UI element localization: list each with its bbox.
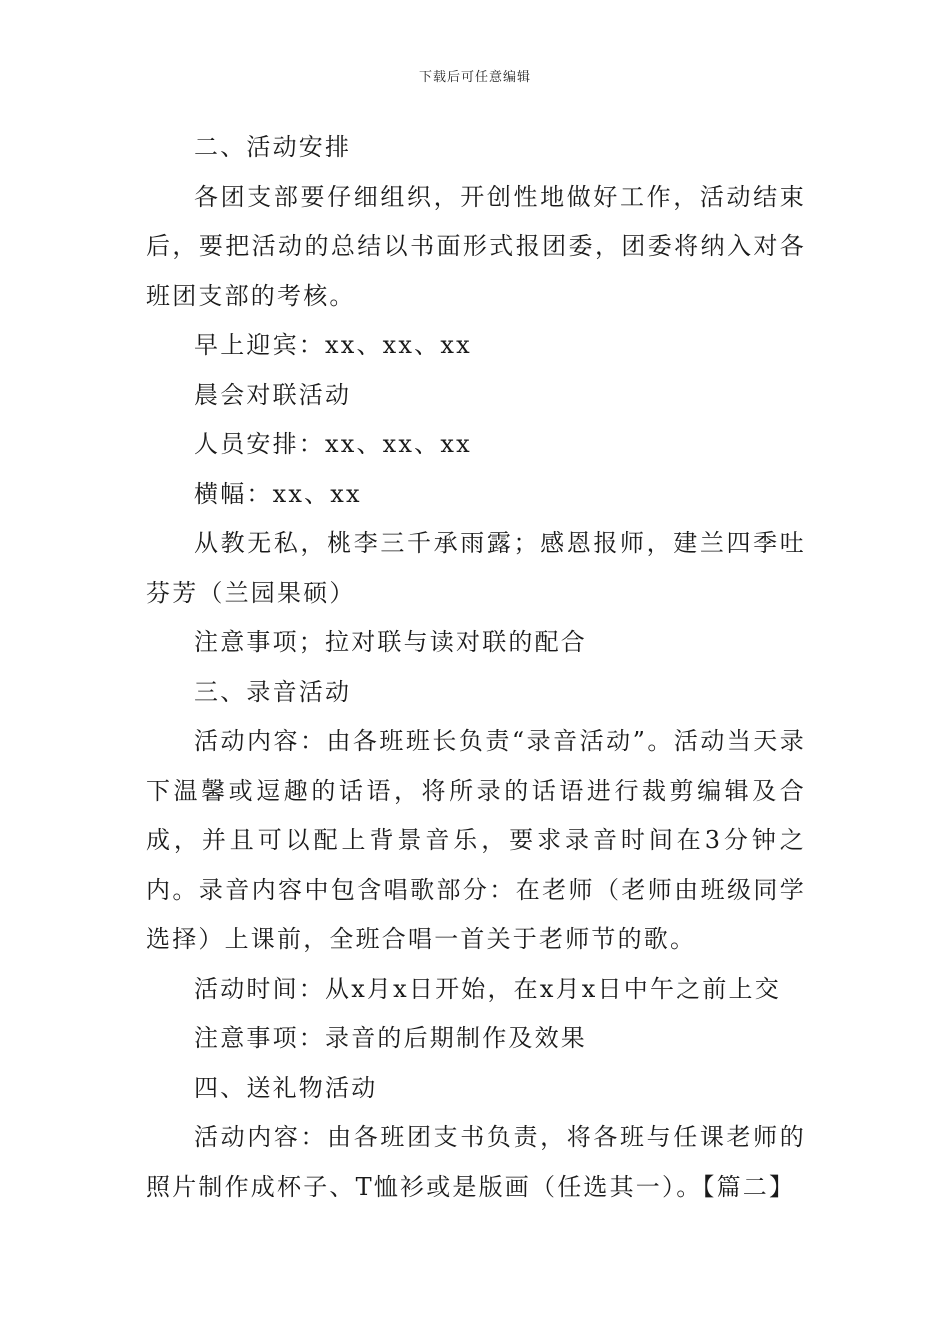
section-heading-recording: 三、录音活动 [194, 677, 352, 706]
paragraph-organization: 各团支部要仔细组织，开创性地做好工作，活动结束后，要把活动的总结以书面形式报团委，团委将纳入对各班团支部的考核。 [146, 182, 806, 310]
paragraph-couplet-activity: 晨会对联活动 [194, 380, 352, 409]
page-header: 下载后可任意编辑 [418, 70, 531, 85]
paragraph-gifts-content: 活动内容：由各班团支书负责，将各班与任课老师的照片制作成杯子、T恤衫或是版画（任选其一）。【篇二】 [146, 1123, 806, 1201]
paragraph-recording-notes: 注意事项：录音的后期制作及效果 [194, 1024, 587, 1052]
paragraph-recording-time: 活动时间：从x月x日开始，在x月x日中午之前上交 [194, 974, 781, 1003]
section-heading-gifts: 四、送礼物活动 [194, 1073, 378, 1102]
paragraph-couplet-text: 从教无私，桃李三千承雨露；感恩报师，建兰四季吐芬芳（兰园果硕） [146, 529, 806, 607]
paragraph-morning-welcome: 早上迎宾：xx、xx、xx [194, 331, 472, 359]
paragraph-banner: 横幅：xx、xx [194, 479, 362, 508]
paragraph-staff-arrangement: 人员安排：xx、xx、xx [194, 430, 472, 458]
paragraph-couplet-notes: 注意事项；拉对联与读对联的配合 [194, 628, 587, 656]
document-body [146, 123, 806, 1212]
section-heading-activity-arrangement: 二、活动安排 [194, 133, 352, 161]
paragraph-recording-content: 活动内容：由各班班长负责“录音活动”。活动当天录下温馨或逗趣的话语，将所录的话语进行裁剪编辑及合成，并且可以配上背景音乐，要求录音时间在3分钟之内。录音内容中包含唱歌部分：在老师（老师由班级同学选择）上课前，全班合唱一首关于老师节的歌。 [146, 727, 806, 953]
